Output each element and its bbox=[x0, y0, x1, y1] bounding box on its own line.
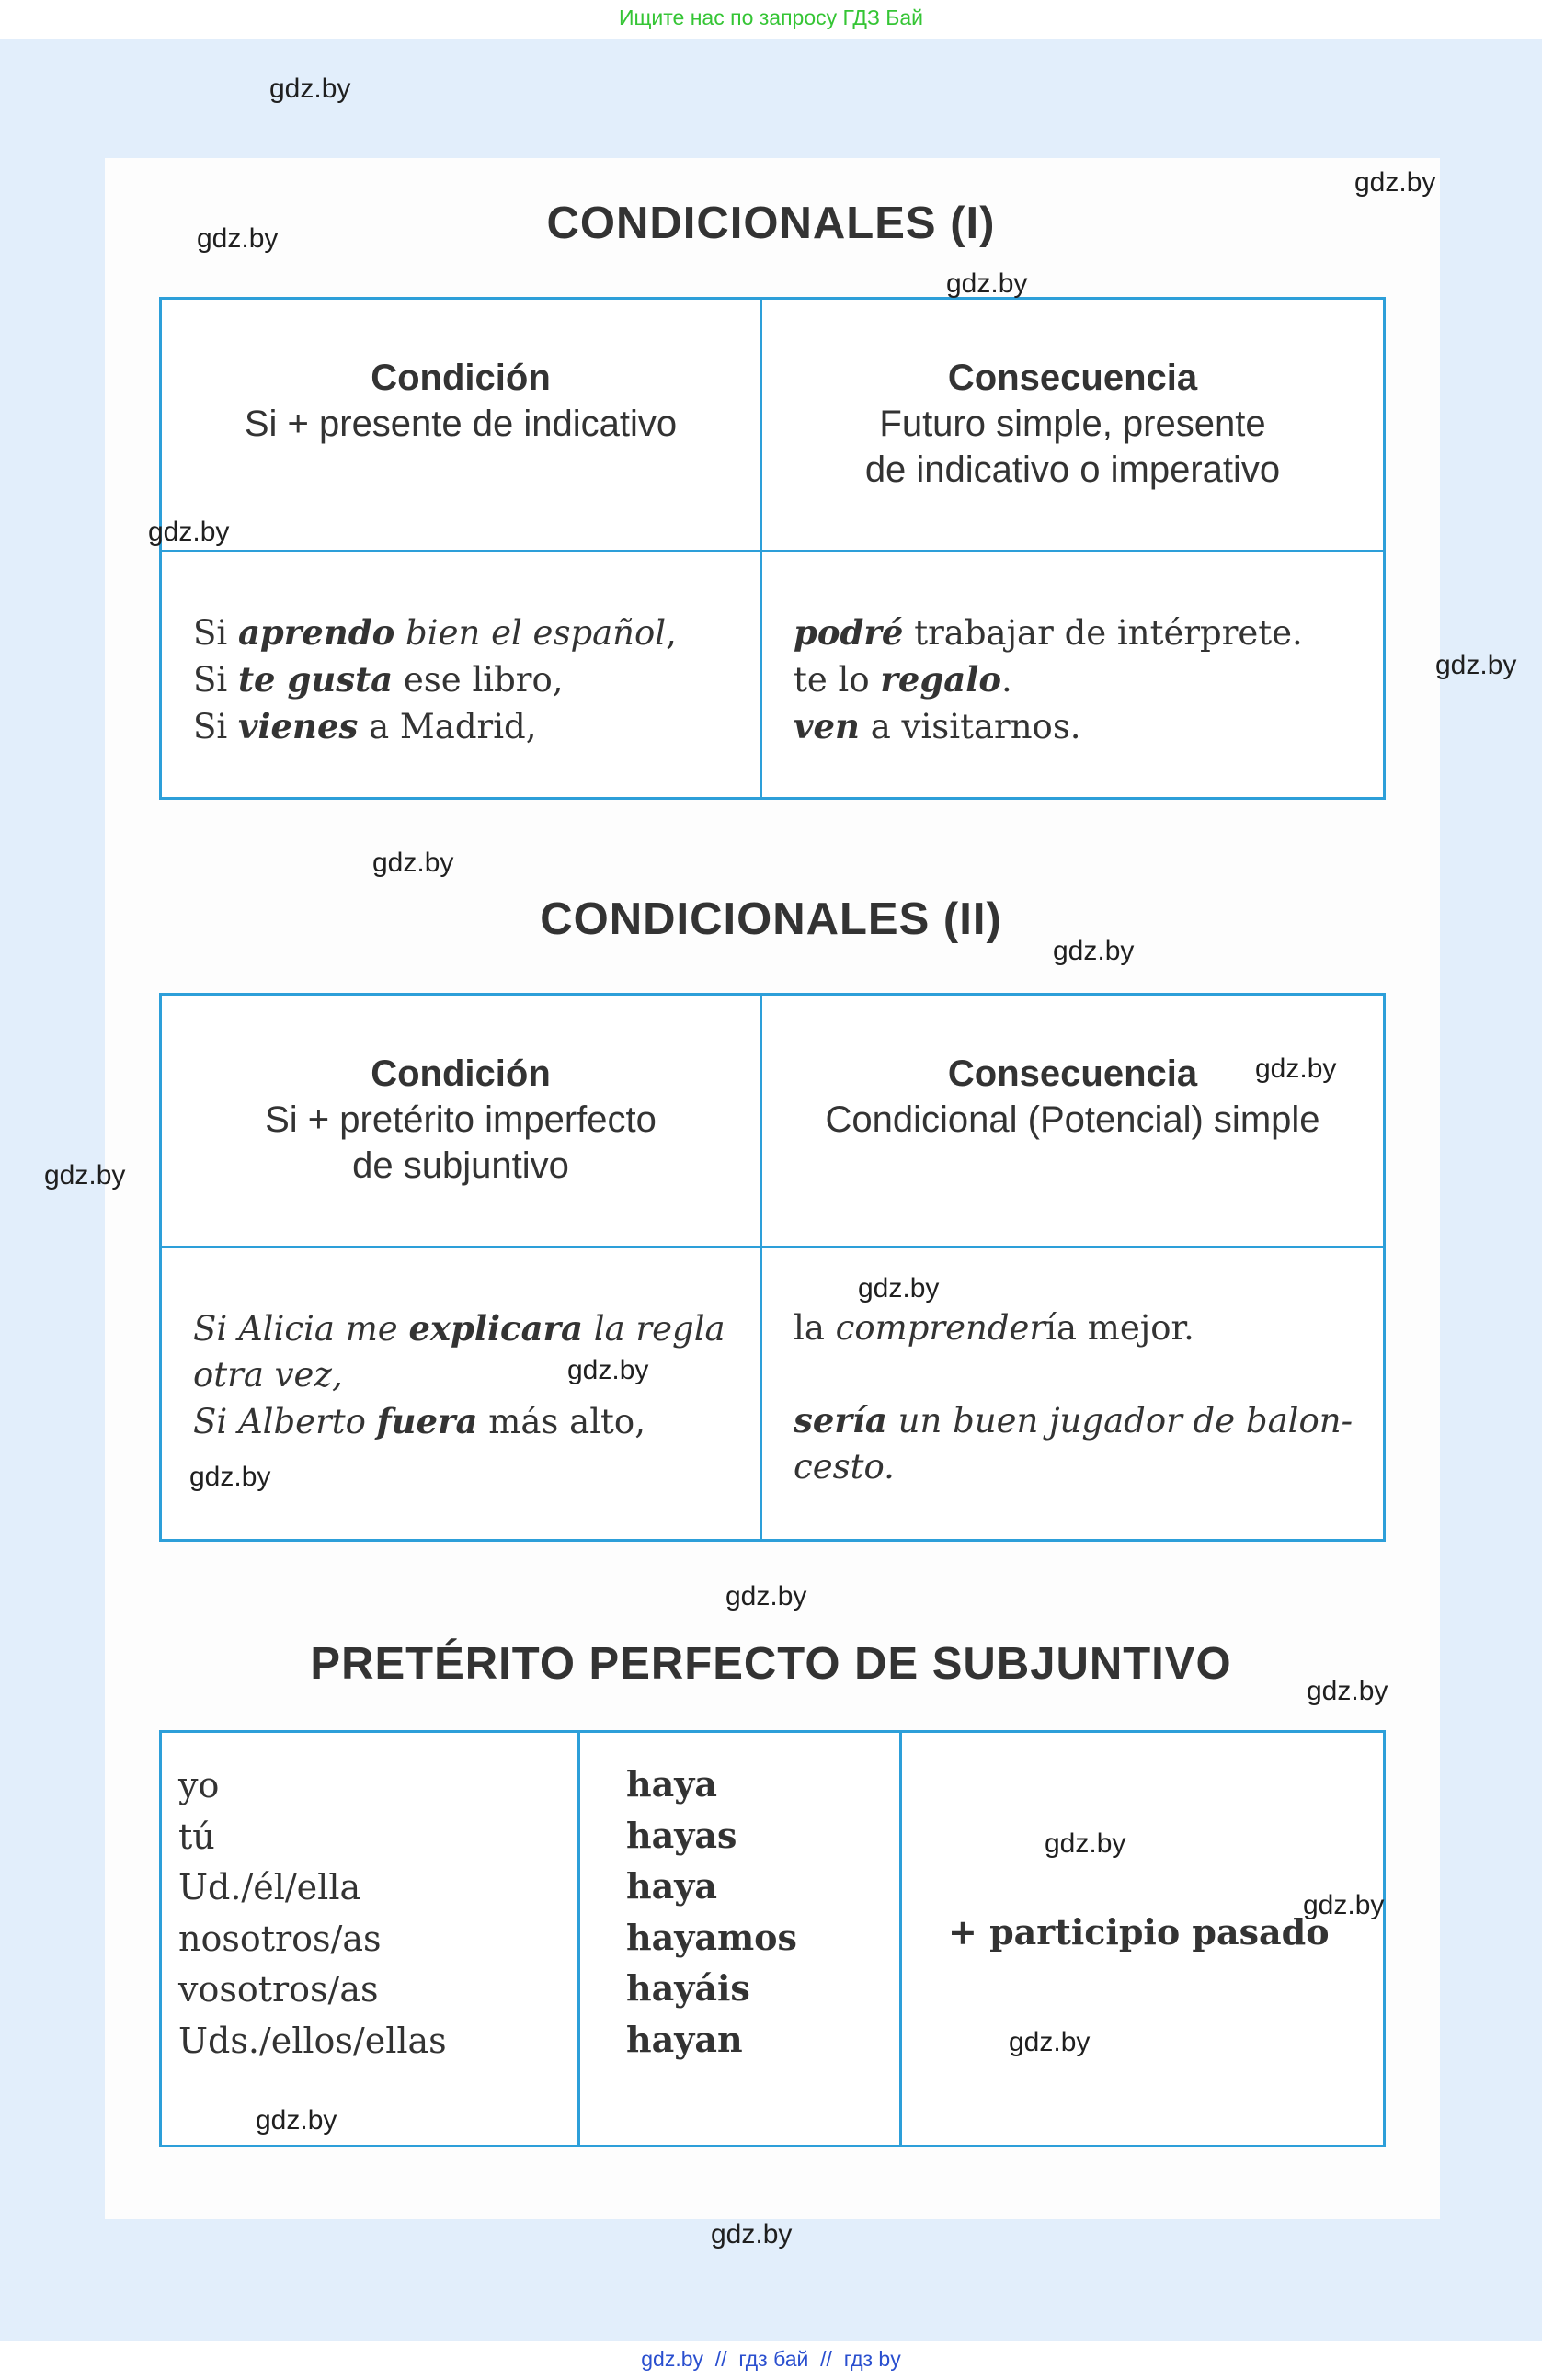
consecuencia-heading: Consecuencia bbox=[947, 358, 1198, 398]
example-text: aprendo bbox=[237, 612, 395, 653]
table-preterito-perfecto bbox=[159, 1730, 1386, 2147]
pronoun-yo: yo bbox=[178, 1765, 220, 1805]
haber-forms-cell bbox=[577, 1733, 899, 2145]
section-title-preterito-perfecto: PRETÉRITO PERFECTO DE SUBJUNTIVO bbox=[310, 1639, 1232, 1689]
example-text: Si bbox=[193, 613, 238, 653]
condicion-rule-line-1: Si + pretérito imperfecto bbox=[265, 1099, 657, 1140]
consecuencia-header-cell bbox=[760, 300, 1383, 550]
example-text: otra vez, bbox=[193, 1355, 343, 1395]
footer bbox=[0, 2341, 1542, 2380]
example-line bbox=[193, 656, 760, 703]
example-text: la bbox=[794, 1308, 836, 1348]
watermark: gdz.by bbox=[1045, 1828, 1126, 1859]
example-text: Si Alberto bbox=[193, 1402, 377, 1441]
example-line bbox=[193, 1398, 760, 1445]
example-line bbox=[193, 609, 760, 656]
section-title-condicionales-1: CONDICIONALES (I) bbox=[546, 199, 996, 248]
watermark: gdz.by bbox=[1303, 1890, 1385, 1920]
example-text: comprender bbox=[835, 1308, 1046, 1348]
example-text: fuera bbox=[376, 1401, 478, 1441]
consecuencia-header-cell bbox=[760, 996, 1383, 1246]
consecuencia-examples-cell bbox=[760, 1246, 1383, 1539]
footer-links[interactable]: gdz.by // гдз бай // гдз by bbox=[641, 2347, 901, 2371]
watermark: gdz.by bbox=[1435, 650, 1517, 680]
consecuencia-rule-line-2: de indicativo o imperativo bbox=[864, 450, 1281, 490]
watermark: gdz.by bbox=[269, 74, 351, 104]
example-text: Si Alicia me bbox=[193, 1309, 409, 1349]
example-text: explicara bbox=[408, 1308, 584, 1349]
example-text: a visitarnos. bbox=[859, 707, 1081, 746]
banner-text[interactable]: Ищите нас по запросу ГДЗ Бай bbox=[618, 6, 924, 29]
example-text: trabajar de intérprete. bbox=[903, 613, 1303, 653]
watermark: gdz.by bbox=[946, 268, 1028, 299]
example-line bbox=[794, 656, 1383, 703]
example-text: ese libro, bbox=[393, 660, 564, 700]
example-text: ven bbox=[794, 706, 860, 746]
example-line bbox=[794, 1397, 1383, 1444]
example-text: . bbox=[1001, 660, 1012, 700]
example-text: podré bbox=[794, 612, 904, 653]
example-text: , bbox=[666, 613, 677, 653]
pronoun-ud-el-ella: Ud./él/ella bbox=[178, 1867, 361, 1907]
consecuencia-rule: Condicional (Potencial) simple bbox=[825, 1099, 1320, 1140]
example-text: bien el español bbox=[394, 613, 667, 653]
watermark: gdz.by bbox=[197, 223, 279, 254]
example-line bbox=[794, 1444, 1383, 1490]
consecuencia-heading: Consecuencia bbox=[947, 1053, 1198, 1094]
condicion-examples-cell bbox=[162, 1246, 760, 1539]
example-text: vienes bbox=[237, 706, 359, 746]
table-condicionales-1 bbox=[159, 297, 1386, 800]
example-line bbox=[794, 1351, 1383, 1397]
example-text: cesto. bbox=[794, 1447, 895, 1486]
condicion-rule: Si + presente de indicativo bbox=[244, 404, 678, 444]
watermark: gdz.by bbox=[1307, 1676, 1388, 1706]
watermark: gdz.by bbox=[1053, 936, 1135, 966]
example-line bbox=[193, 1305, 760, 1352]
example-line bbox=[794, 609, 1383, 656]
condicion-rule-line-2: de subjuntivo bbox=[352, 1145, 569, 1186]
condicion-heading: Condición bbox=[371, 1053, 551, 1094]
pronoun-uds-ellos-ellas: Uds./ellos/ellas bbox=[178, 2020, 447, 2061]
watermark: gdz.by bbox=[1255, 1053, 1337, 1084]
example-line bbox=[193, 703, 760, 750]
form-hayamos: hayamos bbox=[626, 1916, 797, 1958]
example-text: más alto, bbox=[477, 1402, 645, 1441]
example-line bbox=[794, 1305, 1383, 1351]
watermark: gdz.by bbox=[725, 1581, 807, 1611]
watermark: gdz.by bbox=[711, 2219, 793, 2249]
watermark: gdz.by bbox=[1009, 2027, 1091, 2057]
example-line bbox=[193, 1352, 760, 1398]
watermark: gdz.by bbox=[189, 1462, 271, 1492]
example-text: regalo bbox=[880, 659, 1002, 700]
watermark: gdz.by bbox=[44, 1160, 126, 1190]
form-hayas: hayas bbox=[626, 1814, 737, 1856]
top-banner bbox=[0, 0, 1542, 39]
example-line bbox=[794, 703, 1383, 750]
example-text: Si bbox=[193, 660, 238, 700]
watermark: gdz.by bbox=[858, 1273, 940, 1304]
condicion-examples-cell bbox=[162, 550, 760, 797]
example-text: te lo bbox=[794, 660, 881, 700]
example-text: ía mejor. bbox=[1045, 1308, 1194, 1348]
example-text: a Madrid, bbox=[358, 707, 537, 746]
example-text: sería bbox=[794, 1400, 887, 1441]
consecuencia-rule-line-1: Futuro simple, presente bbox=[879, 404, 1266, 444]
pronouns-cell bbox=[162, 1733, 577, 2145]
example-text: te gusta bbox=[237, 659, 394, 700]
watermark: gdz.by bbox=[567, 1355, 649, 1385]
condicion-heading: Condición bbox=[371, 358, 551, 398]
watermark: gdz.by bbox=[1354, 167, 1436, 198]
example-text: un buen jugador de balon- bbox=[886, 1401, 1354, 1441]
condicion-header-cell bbox=[162, 300, 760, 550]
example-text: la regla bbox=[583, 1309, 725, 1349]
condicion-header-cell bbox=[162, 996, 760, 1246]
pronoun-tu: tú bbox=[178, 1816, 215, 1857]
form-hayais: hayáis bbox=[626, 1967, 750, 2009]
watermark: gdz.by bbox=[372, 848, 454, 878]
form-haya: haya bbox=[626, 1763, 717, 1805]
consecuencia-examples-cell bbox=[760, 550, 1383, 797]
pronoun-vosotros: vosotros/as bbox=[178, 1969, 379, 2010]
watermark: gdz.by bbox=[256, 2105, 337, 2135]
form-haya-3: haya bbox=[626, 1865, 717, 1907]
participio-cell bbox=[899, 1733, 1383, 2145]
example-text: Si bbox=[193, 707, 238, 746]
participio-pasado-label: + participio pasado bbox=[948, 1911, 1330, 1953]
section-title-condicionales-2: CONDICIONALES (II) bbox=[540, 894, 1002, 944]
table-condicionales-2 bbox=[159, 993, 1386, 1542]
form-hayan: hayan bbox=[626, 2018, 743, 2060]
watermark: gdz.by bbox=[148, 517, 230, 547]
pronoun-nosotros: nosotros/as bbox=[178, 1918, 382, 1959]
